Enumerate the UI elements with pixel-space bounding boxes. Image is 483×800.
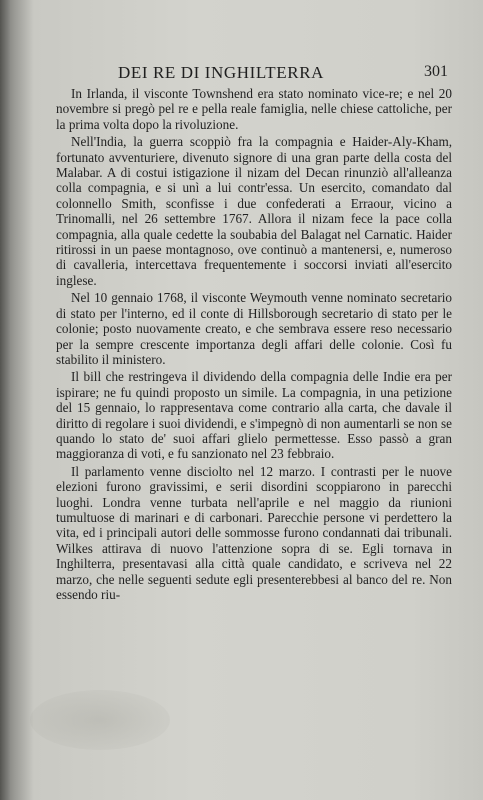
running-head: DEI RE DI INGHILTERRA bbox=[118, 63, 325, 82]
page-header bbox=[118, 63, 448, 85]
paper-stain bbox=[30, 690, 170, 750]
paragraph-ministry: Nel 10 gennaio 1768, il visconte Weymouth venne nominato secretario di stato per l'interno, ed il conte di Hillsborough secretario di stato per le colonie; posto nuovamente creato, e che sembrava essere reso necessario per la sempre crescente importanza degli affari delle colonie. Così fu stabilito il ministero. bbox=[56, 290, 452, 367]
body-text bbox=[56, 86, 452, 604]
paragraph-company-bill: Il bill che restringeva il dividendo della compagnia delle Indie era per ispirare; ne fu quindi proposto un simile. La compagnia, in una petizione del 15 gennaio, lo rappresentava come contrario alla carta, che davale il diritto di regolare i suoi dividendi, e s'impegnò di non aumentarli se non se quando lo stato de' suoi affari glielo permettesse. Esso passò a gran maggioranza di voti, e fu sanzionato nel 23 febbraio. bbox=[56, 369, 452, 462]
paragraph-ireland: In Irlanda, il visconte Townshend era stato nominato vice-re; e nel 20 novembre si pregò pel re e pella reale famiglia, nelle chiese cattoliche, per la prima volta dopo la rivoluzione. bbox=[56, 86, 452, 132]
page-edge-shadow bbox=[0, 0, 10, 800]
paragraph-india: Nell'India, la guerra scoppiò fra la compagnia e Haider-Aly-Kham, fortunato avventuriere, divenuto signore di una gran parte della costa del Malabar. A di costui istigazione il nizam del Decan rinunziò all'alleanza colla compagnia, e si unì a lui contr'essa. Un esercito, comandato dal colonnello Smith, sconfisse i due confederati a Erraour, vicino a Trinomalli, nel 26 settembre 1767. Allora il nizam fece la pace colla compagnia, alla quale cedette la soubabia del Balagat nel Carnatic. Haider ritirossi in un paese montagnoso, ove continuò a mantenersi, e, numeroso di cavalleria, intercettava frequentemente i soccorsi inviati all'esercito inglese. bbox=[56, 134, 452, 288]
paragraph-parliament: Il parlamento venne disciolto nel 12 marzo. I contrasti per le nuove elezioni furono gravissimi, e serii disordini scoppiarono in parecchi luoghi. Londra venne turbata nell'aprile e nel maggio da riunioni tumultuose di marinari e di carbonari. Parecchie persone vi perdettero la vita, ed i principali autori delle sommosse furono condannati dai tribunali. Wilkes attirava di nuovo l'attenzione sopra di se. Egli tornava in Inghilterra, presentavasi alla città quale candidato, e scriveva nel 22 marzo, che nelle seguenti sedute egli presenterebbesi al banco del re. Non essendo riu- bbox=[56, 463, 452, 602]
page-number: 301 bbox=[424, 63, 448, 80]
